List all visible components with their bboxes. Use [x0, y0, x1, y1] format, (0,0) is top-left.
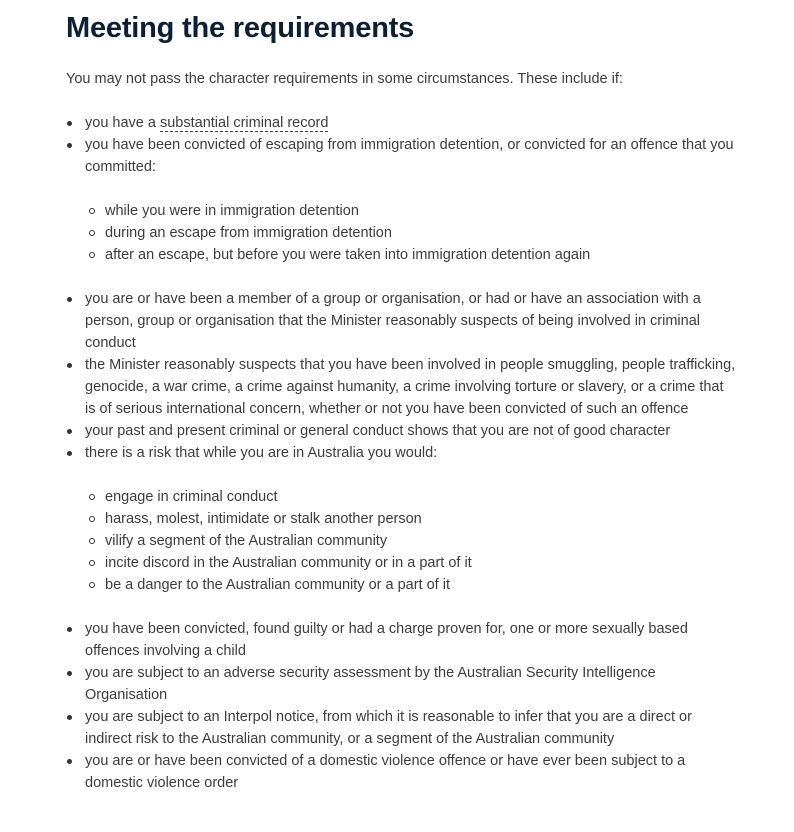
- list-item-text: you have a: [85, 115, 160, 131]
- list-item-text: you have been convicted of escaping from immigration detention, or convicted for an offence that you committed:: [85, 137, 734, 175]
- list-item: [66, 134, 738, 266]
- list-item: you are subject to an adverse security assessment by the Australian Security Intelligence Organisation: [66, 662, 738, 706]
- sublist-item: incite discord in the Australian community or in a part of it: [85, 552, 738, 574]
- substantial-criminal-record-term[interactable]: substantial criminal record: [159, 115, 329, 131]
- sublist-item: harass, molest, intimidate or stalk another person: [85, 508, 738, 530]
- list-item-text: there is a risk that while you are in Australia you would:: [85, 445, 438, 461]
- list-item: you are or have been convicted of a domestic violence offence or have ever been subject to a domestic violence order: [66, 750, 738, 794]
- sublist-detention: [85, 200, 738, 266]
- sublist-item: engage in criminal conduct: [85, 486, 738, 508]
- list-item: [66, 442, 738, 596]
- sublist-item: after an escape, but before you were taken into immigration detention again: [85, 244, 738, 266]
- page-heading: Meeting the requirements: [66, 12, 415, 44]
- list-item: the Minister reasonably suspects that you have been involved in people smuggling, people trafficking, genocide, a war crime, a crime against humanity, a crime involving torture or slavery, or a crime that is of serious international concern, whether or not you have been convicted of such an offence: [66, 354, 738, 420]
- sublist-item: be a danger to the Australian community or a part of it: [85, 574, 738, 596]
- sublist-item: vilify a segment of the Australian community: [85, 530, 738, 552]
- list-item: you are subject to an Interpol notice, from which it is reasonable to infer that you are a direct or indirect risk to the Australian community, or a segment of the Australian community: [66, 706, 738, 750]
- list-item: you have been convicted, found guilty or had a charge proven for, one or more sexually based offences involving a child: [66, 618, 738, 662]
- requirements-list: [66, 112, 738, 794]
- sublist-risk: [85, 486, 738, 596]
- intro-text: You may not pass the character requirements in some circumstances. These include if:: [66, 71, 623, 87]
- sublist-item: while you were in immigration detention: [85, 200, 738, 222]
- sublist-item: during an escape from immigration detention: [85, 222, 738, 244]
- list-item: [66, 112, 738, 134]
- list-item: your past and present criminal or general conduct shows that you are not of good character: [66, 420, 738, 442]
- list-item: you are or have been a member of a group or organisation, or had or have an association with a person, group or organisation that the Minister reasonably suspects of being involved in criminal conduct: [66, 288, 738, 354]
